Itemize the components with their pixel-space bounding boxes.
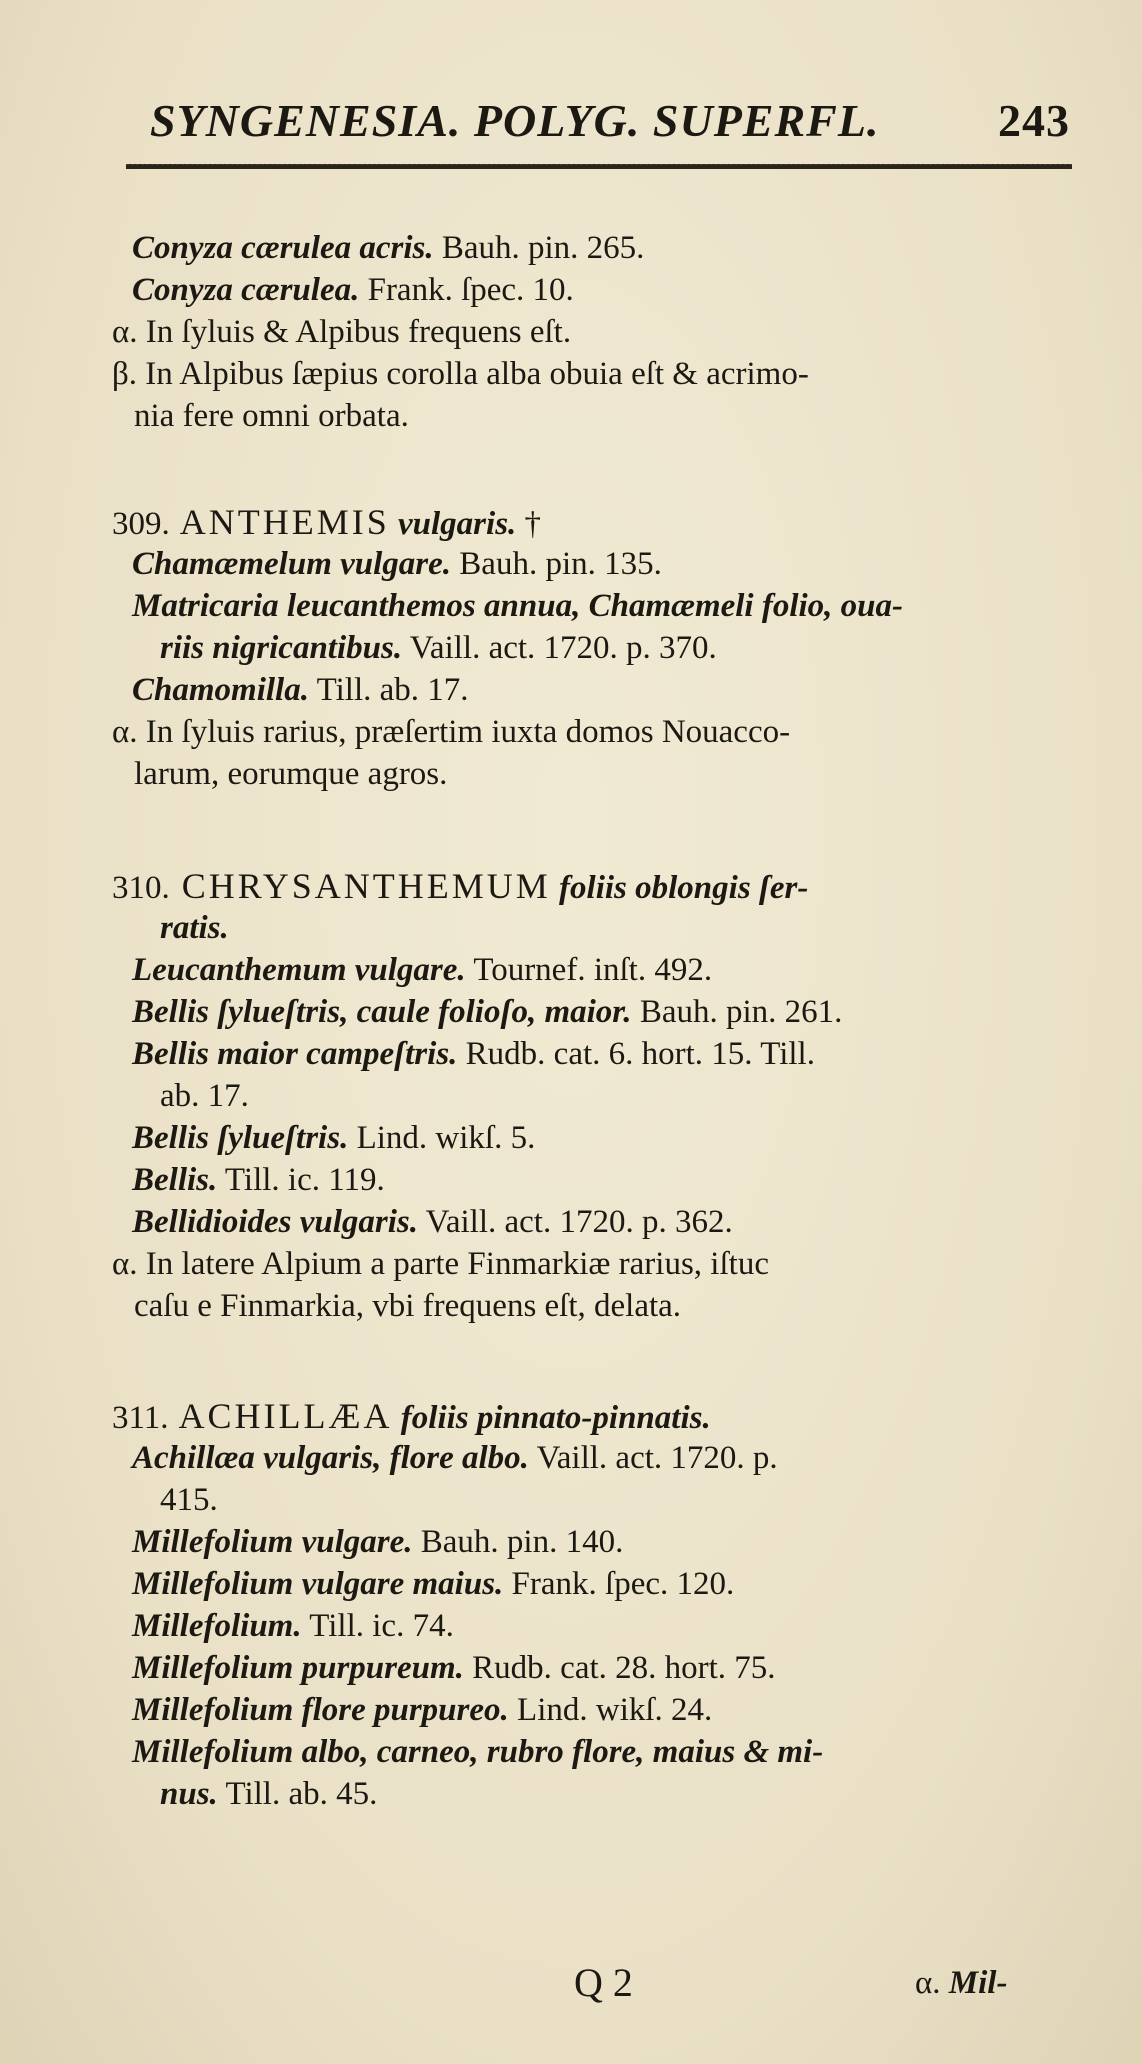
roman-text: Till. ic. 74.: [301, 1608, 454, 1644]
italic-text: Bellis ſylueſtris, caule folioſo, maior.: [132, 994, 632, 1030]
genus-name: ANTHEMIS: [169, 502, 390, 542]
roman-text: In ſyluis & Alpibus frequens eſt.: [137, 314, 572, 350]
text-line: [112, 1244, 769, 1284]
line-mark: α.: [112, 714, 138, 750]
entry-number: 311.: [112, 1400, 169, 1436]
text-line: [132, 1034, 815, 1074]
roman-text: ab. 17.: [160, 1078, 249, 1114]
text-line: [112, 712, 790, 752]
entry-number: 310.: [112, 870, 170, 906]
text-line: [132, 544, 662, 584]
text-line: [132, 950, 712, 990]
roman-text: In latere Alpium a parte Finmarkiæ rarius, iſtuc: [137, 1246, 769, 1282]
genus-name: CHRYSANTHEMUM: [169, 866, 551, 906]
roman-text: Vaill. act. 1720. p. 370.: [402, 630, 717, 666]
italic-text: Conyza cærulea.: [132, 272, 360, 308]
italic-text: Millefolium flore purpureo.: [132, 1692, 509, 1728]
text-line: [132, 1438, 778, 1478]
line-mark: α.: [112, 314, 138, 350]
line-mark: α.: [112, 1246, 138, 1282]
roman-text: Rudb. cat. 6. hort. 15. Till.: [457, 1036, 815, 1072]
text-line: [160, 1774, 377, 1814]
italic-text: ratis.: [160, 910, 229, 946]
roman-text: Bauh. pin. 261.: [631, 994, 843, 1030]
running-title: SYNGENESIA. POLYG. SUPERFL.: [150, 95, 880, 146]
text-line: [132, 1690, 712, 1730]
roman-text: Vaill. act. 1720. p.: [528, 1440, 778, 1476]
text-line: [132, 228, 644, 268]
text-line: [132, 1732, 823, 1772]
catchword-text: Mil-: [948, 1965, 1008, 2001]
text-line: [160, 1076, 249, 1116]
italic-text: Chamæmelum vulgare.: [132, 546, 452, 582]
italic-text: Bellis maior campeſtris.: [132, 1036, 458, 1072]
italic-text: Matricaria leucanthemos annua, Chamæmeli folio, oua-: [132, 588, 904, 624]
roman-text: Tournef. inſt. 492.: [465, 952, 713, 988]
roman-text: 415.: [160, 1482, 218, 1518]
catchword: [915, 1963, 1007, 2003]
roman-text: †: [516, 506, 542, 542]
italic-text: riis nigricantibus.: [160, 630, 403, 666]
italic-text: vulgaris.: [389, 506, 517, 542]
roman-text: Bauh. pin. 140.: [412, 1524, 624, 1560]
roman-text: Bauh. pin. 135.: [451, 546, 662, 582]
italic-text: Millefolium vulgare.: [132, 1524, 413, 1560]
roman-text: Frank. ſpec. 10.: [359, 272, 574, 308]
italic-text: Bellis.: [132, 1162, 218, 1198]
italic-text: Leucanthemum vulgare.: [132, 952, 466, 988]
italic-text: Achillæa vulgaris, flore albo.: [132, 1440, 529, 1476]
italic-text: foliis oblongis ſer-: [550, 870, 809, 906]
genus-name: ACHILLÆA: [168, 1396, 393, 1436]
roman-text: Lind. wikſ. 24.: [508, 1692, 713, 1728]
text-line: [160, 628, 717, 668]
roman-text: In ſyluis rarius, præſertim iuxta domos Nouacco-: [137, 714, 791, 750]
text-line: [132, 1522, 623, 1562]
text-line: [132, 586, 903, 626]
header-rule: [126, 164, 1072, 169]
roman-text: caſu e Finmarkia, vbi frequens eſt, delata.: [134, 1288, 682, 1324]
text-line: [132, 1160, 385, 1200]
italic-text: nus.: [160, 1776, 218, 1812]
italic-text: Millefolium albo, carneo, rubro flore, maius & mi-: [132, 1734, 824, 1770]
text-line: [112, 354, 809, 394]
signature-mark: Q 2: [574, 1960, 633, 2005]
roman-text: Till. ab. 45.: [217, 1776, 378, 1812]
italic-text: Millefolium purpureum.: [132, 1650, 464, 1686]
roman-text: larum, eorumque agros.: [134, 756, 448, 792]
text-line: [134, 1286, 681, 1326]
italic-text: Bellis ſylueſtris.: [132, 1120, 349, 1156]
text-line: [112, 502, 541, 544]
roman-text: Frank. ſpec. 120.: [503, 1566, 735, 1602]
text-line: [112, 312, 571, 352]
text-line: [132, 1648, 776, 1688]
entry-number: 309.: [112, 506, 170, 542]
italic-text: foliis pinnato-pinnatis.: [392, 1400, 711, 1436]
text-line: [132, 670, 469, 710]
text-line: [134, 754, 447, 794]
text-line: [132, 1118, 535, 1158]
roman-text: Rudb. cat. 28. hort. 75.: [463, 1650, 776, 1686]
roman-text: In Alpibus ſæpius corolla alba obuia eſt & acrimo-: [137, 356, 809, 392]
roman-text: Bauh. pin. 265.: [433, 230, 645, 266]
text-line: [132, 1564, 734, 1604]
text-line: [132, 1202, 733, 1242]
text-line: [132, 992, 842, 1032]
italic-text: Chamomilla.: [132, 672, 309, 708]
text-line: [160, 908, 229, 948]
italic-text: Millefolium vulgare maius.: [132, 1566, 504, 1602]
roman-text: Lind. wikſ. 5.: [348, 1120, 536, 1156]
italic-text: Bellidioides vulgaris.: [132, 1204, 419, 1240]
roman-text: nia fere omni orbata.: [134, 398, 409, 434]
catchword-mark: α.: [915, 1965, 941, 2001]
roman-text: Vaill. act. 1720. p. 362.: [418, 1204, 733, 1240]
text-line: [132, 1606, 454, 1646]
text-line: [134, 396, 409, 436]
page-number: 243: [998, 95, 1070, 146]
text-line: [112, 866, 808, 908]
roman-text: Till. ic. 119.: [217, 1162, 385, 1198]
roman-text: Till. ab. 17.: [308, 672, 469, 708]
text-line: [132, 270, 574, 310]
line-mark: β.: [112, 356, 138, 392]
italic-text: Conyza cærulea acris.: [132, 230, 434, 266]
running-header: [150, 94, 1070, 147]
text-line: [112, 1396, 711, 1438]
text-line: [160, 1480, 218, 1520]
italic-text: Millefolium.: [132, 1608, 302, 1644]
